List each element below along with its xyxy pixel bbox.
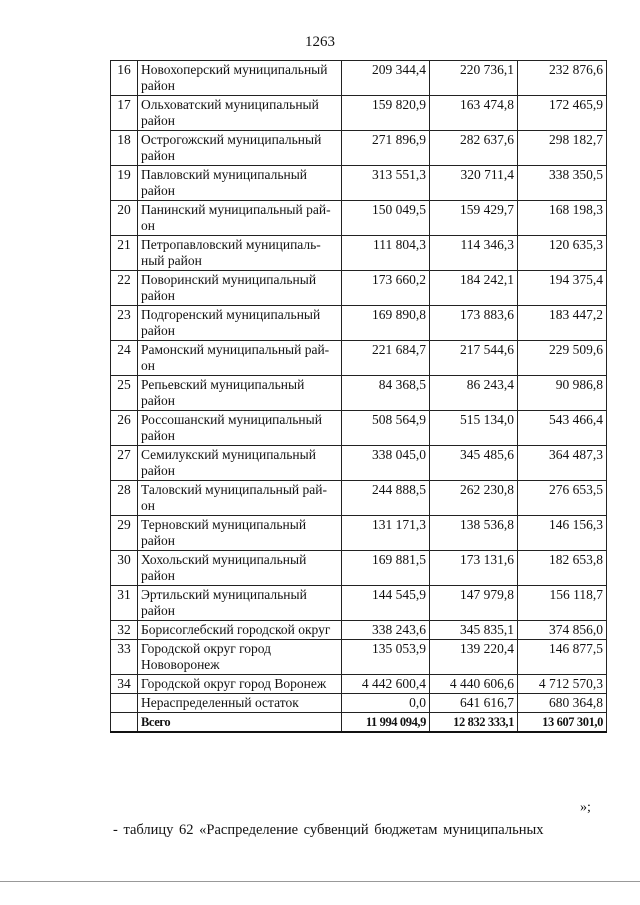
value-year-1: 131 171,3: [342, 516, 430, 551]
district-name: Рамонский муниципальный рай-он: [138, 341, 342, 376]
table-row: [111, 640, 607, 675]
total-row: [111, 713, 607, 733]
value-year-2: 163 474,8: [430, 96, 518, 131]
row-number: 32: [111, 621, 138, 640]
table-row: [111, 621, 607, 640]
value-year-1: 508 564,9: [342, 411, 430, 446]
row-number: 31: [111, 586, 138, 621]
row-number: 33: [111, 640, 138, 675]
value-year-1: 338 243,6: [342, 621, 430, 640]
value-year-1: 169 890,8: [342, 306, 430, 341]
district-name: Хохольский муниципальный район: [138, 551, 342, 586]
value-year-2: 515 134,0: [430, 411, 518, 446]
row-number: 34: [111, 675, 138, 694]
district-name: Городской округ город Воронеж: [138, 675, 342, 694]
district-name: Ольховатский муниципальный район: [138, 96, 342, 131]
table-row: [111, 201, 607, 236]
value-year-3: 543 466,4: [518, 411, 607, 446]
value-year-1: 313 551,3: [342, 166, 430, 201]
table-row: [111, 341, 607, 376]
row-number: 25: [111, 376, 138, 411]
table-row: [111, 61, 607, 96]
row-number: 23: [111, 306, 138, 341]
table-row: [111, 376, 607, 411]
value-year-3: 232 876,6: [518, 61, 607, 96]
value-year-3: 156 118,7: [518, 586, 607, 621]
value-year-3: 120 635,3: [518, 236, 607, 271]
table-row: [111, 166, 607, 201]
value-year-1: 338 045,0: [342, 446, 430, 481]
value-year-2: 345 485,6: [430, 446, 518, 481]
footer-line: [0, 881, 640, 882]
total-empty-cell: [111, 713, 138, 733]
table-row: [111, 586, 607, 621]
value-year-2: 4 440 606,6: [430, 675, 518, 694]
value-year-3: 172 465,9: [518, 96, 607, 131]
value-year-2: 138 536,8: [430, 516, 518, 551]
value-year-1: 150 049,5: [342, 201, 430, 236]
row-number: 18: [111, 131, 138, 166]
value-year-3: 146 877,5: [518, 640, 607, 675]
value-year-2: 114 346,3: [430, 236, 518, 271]
district-name: Поворинский муниципальный район: [138, 271, 342, 306]
district-name: Павловский муниципальный район: [138, 166, 342, 201]
value-year-3: 183 447,2: [518, 306, 607, 341]
value-year-2: 262 230,8: [430, 481, 518, 516]
table-row: [111, 96, 607, 131]
district-name: Новохоперский муниципальный район: [138, 61, 342, 96]
closing-quote: »;: [580, 800, 591, 815]
value-year-1: 144 545,9: [342, 586, 430, 621]
value-year-3: 364 487,3: [518, 446, 607, 481]
total-year-1: 11 994 094,9: [342, 713, 430, 733]
row-number: 28: [111, 481, 138, 516]
value-year-2: 147 979,8: [430, 586, 518, 621]
value-year-1: 169 881,5: [342, 551, 430, 586]
district-name: Таловский муниципальный рай-он: [138, 481, 342, 516]
district-name: Панинский муниципальный рай-он: [138, 201, 342, 236]
row-number: 20: [111, 201, 138, 236]
value-year-2: 220 736,1: [430, 61, 518, 96]
row-number: 19: [111, 166, 138, 201]
district-name: Эртильский муниципальный район: [138, 586, 342, 621]
value-year-1: 4 442 600,4: [342, 675, 430, 694]
value-year-1: 244 888,5: [342, 481, 430, 516]
row-number: 17: [111, 96, 138, 131]
row-number: 29: [111, 516, 138, 551]
value-year-2: 641 616,7: [430, 694, 518, 713]
table-row: [111, 551, 607, 586]
value-year-1: 221 684,7: [342, 341, 430, 376]
district-name: Петропавловский муниципаль-ный район: [138, 236, 342, 271]
row-number: 27: [111, 446, 138, 481]
value-year-3: 90 986,8: [518, 376, 607, 411]
district-name: Подгоренский муниципальный район: [138, 306, 342, 341]
value-year-3: 680 364,8: [518, 694, 607, 713]
row-number: 30: [111, 551, 138, 586]
row-number: 26: [111, 411, 138, 446]
table-row: [111, 271, 607, 306]
row-number: 21: [111, 236, 138, 271]
value-year-1: 209 344,4: [342, 61, 430, 96]
table-row: [111, 694, 607, 713]
district-name: Терновский муниципальный район: [138, 516, 342, 551]
row-number: 24: [111, 341, 138, 376]
district-name: Репьевский муниципальный район: [138, 376, 342, 411]
value-year-3: 229 509,6: [518, 341, 607, 376]
row-number: 22: [111, 271, 138, 306]
value-year-3: 276 653,5: [518, 481, 607, 516]
district-name: Острогожский муниципальный район: [138, 131, 342, 166]
page-number: 1263: [305, 34, 335, 50]
district-name: Семилукский муниципальный район: [138, 446, 342, 481]
value-year-3: 194 375,4: [518, 271, 607, 306]
total-year-3: 13 607 301,0: [518, 713, 607, 733]
table-row: [111, 131, 607, 166]
value-year-2: 159 429,7: [430, 201, 518, 236]
value-year-2: 173 883,6: [430, 306, 518, 341]
value-year-2: 86 243,4: [430, 376, 518, 411]
table-row: [111, 236, 607, 271]
value-year-2: 139 220,4: [430, 640, 518, 675]
value-year-3: 182 653,8: [518, 551, 607, 586]
value-year-2: 173 131,6: [430, 551, 518, 586]
table-row: [111, 446, 607, 481]
district-name: Нераспределенный остаток: [138, 694, 342, 713]
value-year-1: 84 368,5: [342, 376, 430, 411]
value-year-3: 338 350,5: [518, 166, 607, 201]
table-row: [111, 675, 607, 694]
value-year-3: 146 156,3: [518, 516, 607, 551]
table-row: [111, 516, 607, 551]
district-name: Борисоглебский городской округ: [138, 621, 342, 640]
table-row: [111, 481, 607, 516]
value-year-3: 168 198,3: [518, 201, 607, 236]
value-year-2: 345 835,1: [430, 621, 518, 640]
value-year-1: 173 660,2: [342, 271, 430, 306]
district-name: Городской округ город Нововоронеж: [138, 640, 342, 675]
row-number: [111, 694, 138, 713]
value-year-1: 0,0: [342, 694, 430, 713]
budget-table: [110, 60, 607, 733]
total-year-2: 12 832 333,1: [430, 713, 518, 733]
value-year-1: 111 804,3: [342, 236, 430, 271]
table-row: [111, 411, 607, 446]
row-number: 16: [111, 61, 138, 96]
value-year-2: 282 637,6: [430, 131, 518, 166]
value-year-1: 135 053,9: [342, 640, 430, 675]
value-year-1: 271 896,9: [342, 131, 430, 166]
following-paragraph: - таблицу 62 «Распределение субвенций бюджетам муниципальных: [113, 822, 544, 838]
value-year-3: 298 182,7: [518, 131, 607, 166]
value-year-2: 320 711,4: [430, 166, 518, 201]
total-label: Всего: [138, 713, 342, 733]
value-year-1: 159 820,9: [342, 96, 430, 131]
value-year-3: 4 712 570,3: [518, 675, 607, 694]
value-year-2: 184 242,1: [430, 271, 518, 306]
district-name: Россошанский муниципальный район: [138, 411, 342, 446]
value-year-2: 217 544,6: [430, 341, 518, 376]
value-year-3: 374 856,0: [518, 621, 607, 640]
table-row: [111, 306, 607, 341]
